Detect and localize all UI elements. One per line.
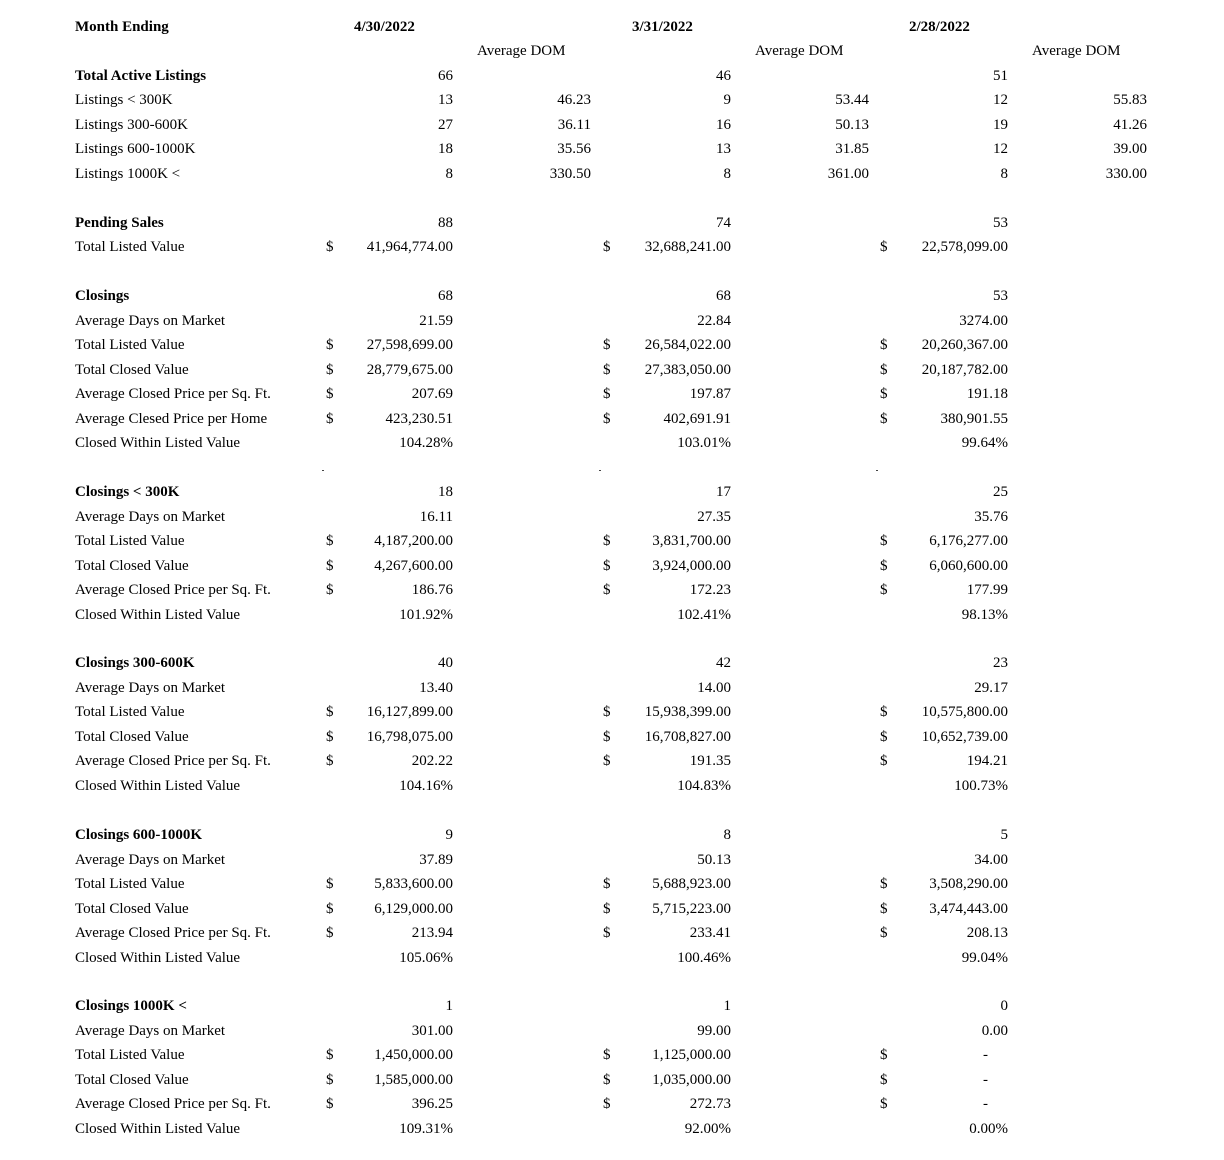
cell-value: 16,708,827.00 (644, 728, 731, 745)
dollar-sign: $ (880, 533, 888, 549)
dollar-sign: $ (603, 1071, 611, 1088)
pending-sales-row (0, 211, 1224, 235)
dollar-sign: $ (880, 925, 888, 941)
closing-data-row (0, 749, 1224, 773)
cell-value: 1,035,000.00 (652, 1071, 731, 1088)
closing-data-row (0, 848, 1224, 872)
cell-value: 3,924,000.00 (652, 557, 731, 574)
cell-value: 301.00 (411, 1022, 453, 1039)
cell-value: 202.22 (411, 753, 453, 769)
average-dom-value: 46.23 (557, 92, 591, 108)
row-label: Total Listed Value (75, 239, 185, 255)
month-header: 4/30/2022 (354, 19, 415, 35)
stray-mark (322, 470, 324, 471)
cell-value: 1,125,000.00 (652, 1047, 731, 1063)
closing-section-title-row (0, 994, 1224, 1018)
pending-listed-value-row (0, 235, 1224, 259)
cell-value: 14.00 (697, 679, 731, 696)
cell-value: 35.76 (974, 508, 1008, 525)
cell-value: - (983, 1096, 988, 1112)
cell-value: 100.46% (677, 949, 731, 966)
cell-value: 29.17 (974, 679, 1008, 696)
active-listing-row (0, 137, 1224, 161)
dollar-sign: $ (603, 1096, 611, 1112)
dollar-sign: $ (880, 361, 888, 378)
row-label: Average Closed Price per Sq. Ft. (75, 1096, 271, 1112)
total-value: 51 (993, 68, 1008, 84)
cell-value: 103.01% (677, 435, 731, 451)
cell-value: 10,575,800.00 (921, 704, 1008, 720)
closing-data-row (0, 309, 1224, 333)
row-label: Average Days on Market (75, 851, 226, 868)
dollar-sign: $ (880, 753, 888, 769)
dollar-sign: $ (603, 361, 611, 378)
closing-data-row (0, 505, 1224, 529)
row-label: Total Closed Value (75, 557, 189, 574)
listing-count: 8 (723, 165, 731, 182)
cell-value: 109.31% (399, 1120, 453, 1137)
dollar-sign: $ (880, 239, 888, 255)
cell-value: 3274.00 (959, 312, 1008, 329)
closing-data-row (0, 431, 1224, 455)
dollar-sign: $ (326, 337, 334, 353)
cell-value: 50.13 (697, 851, 731, 868)
total-value: 9 (445, 827, 453, 843)
cell-value: 99.64% (961, 435, 1008, 451)
average-dom-header: Average DOM (755, 43, 844, 59)
listing-count: 19 (993, 116, 1008, 133)
average-dom-value: 50.13 (835, 116, 869, 133)
listing-count: 8 (445, 165, 453, 182)
dollar-sign: $ (326, 876, 334, 892)
cell-value: 104.28% (399, 435, 453, 451)
total-value: 8 (723, 827, 731, 843)
cell-value: 1,585,000.00 (374, 1071, 453, 1088)
section-title: Closings < 300K (75, 484, 180, 500)
closing-data-row (0, 603, 1224, 627)
row-label: Average Days on Market (75, 312, 226, 329)
dollar-sign: $ (880, 1047, 888, 1063)
average-dom-value: 31.85 (835, 141, 869, 157)
closing-section-title-row (0, 651, 1224, 675)
closing-data-row (0, 946, 1224, 970)
dollar-sign: $ (880, 1071, 888, 1088)
dollar-sign: $ (326, 1047, 334, 1063)
dollar-sign: $ (326, 410, 334, 427)
listing-count: 13 (438, 92, 453, 108)
cell-value: 21.59 (419, 312, 453, 329)
dollar-sign: $ (880, 386, 888, 402)
dollar-sign: $ (880, 337, 888, 353)
cell-value: 99.04% (961, 949, 1008, 966)
section-title: Pending Sales (75, 215, 164, 231)
row-label: Closed Within Listed Value (75, 1120, 241, 1137)
dollar-sign: $ (326, 361, 334, 378)
dollar-sign: $ (603, 337, 611, 353)
dollar-sign: $ (880, 876, 888, 892)
stray-mark (876, 470, 878, 471)
row-label: Total Listed Value (75, 533, 185, 549)
row-label: Listings 1000K < (75, 165, 181, 182)
closing-data-row (0, 1043, 1224, 1067)
listing-count: 27 (438, 116, 453, 133)
average-dom-header: Average DOM (477, 43, 566, 59)
average-dom-value: 36.11 (557, 116, 591, 133)
row-label: Total Listed Value (75, 337, 185, 353)
dollar-sign: $ (880, 582, 888, 598)
dollar-sign: $ (326, 925, 334, 941)
dollar-sign: $ (603, 704, 611, 720)
closing-data-row (0, 1092, 1224, 1116)
cell-value: 105.06% (399, 949, 453, 966)
row-label: Average Closed Price per Sq. Ft. (75, 386, 271, 402)
average-dom-value: 55.83 (1113, 92, 1147, 108)
cell-value: 396.25 (411, 1096, 453, 1112)
dollar-sign: $ (326, 1071, 334, 1088)
row-label: Average Closed Price per Sq. Ft. (75, 582, 271, 598)
closing-data-row (0, 700, 1224, 724)
row-label: Total Listed Value (75, 1047, 185, 1063)
closing-section-title-row (0, 823, 1224, 847)
average-dom-header: Average DOM (1032, 43, 1121, 59)
row-label: Closed Within Listed Value (75, 606, 241, 623)
cell-value: 5,715,223.00 (652, 900, 731, 917)
dollar-sign: $ (326, 582, 334, 598)
closing-section-title-row (0, 284, 1224, 308)
cell-value: 20,260,367.00 (921, 337, 1008, 353)
closing-data-row (0, 872, 1224, 896)
total-value: 42 (716, 655, 731, 671)
cell-value: 22.84 (697, 312, 731, 329)
closing-data-row (0, 1019, 1224, 1043)
cell-value: 177.99 (966, 582, 1008, 598)
total-value: 5 (1000, 827, 1008, 843)
cell-value: 208.13 (966, 925, 1008, 941)
cell-value: 213.94 (411, 925, 453, 941)
cell-value: 3,508,290.00 (929, 876, 1008, 892)
dollar-sign: $ (880, 900, 888, 917)
listing-count: 16 (716, 116, 731, 133)
cell-value: 37.89 (419, 851, 453, 868)
row-label: Total Closed Value (75, 1071, 189, 1088)
closing-data-row (0, 1068, 1224, 1092)
row-label: Average Closed Price per Sq. Ft. (75, 753, 271, 769)
closing-data-row (0, 897, 1224, 921)
cell-value: 172.23 (689, 582, 731, 598)
row-label: Average Days on Market (75, 508, 226, 525)
average-dom-value: 35.56 (557, 141, 591, 157)
average-dom-value: 39.00 (1113, 141, 1147, 157)
dollar-sign: $ (603, 753, 611, 769)
closing-data-row (0, 1117, 1224, 1141)
active-listing-row (0, 162, 1224, 186)
dollar-sign: $ (603, 925, 611, 941)
dollar-sign: $ (880, 1096, 888, 1112)
cell-value: 4,267,600.00 (374, 557, 453, 574)
cell-value: 0.00% (969, 1120, 1008, 1137)
cell-value: 27,383,050.00 (644, 361, 731, 378)
dollar-sign: $ (603, 386, 611, 402)
dollar-sign: $ (603, 582, 611, 598)
active-listing-row (0, 113, 1224, 137)
total-value: 66 (438, 68, 453, 84)
row-label: Total Closed Value (75, 361, 189, 378)
dollar-sign: $ (326, 753, 334, 769)
cell-value: 20,187,782.00 (921, 361, 1008, 378)
row-label: Closed Within Listed Value (75, 777, 241, 794)
average-dom-value: 330.00 (1105, 165, 1147, 182)
cell-value: 191.18 (966, 386, 1008, 402)
closing-data-row (0, 676, 1224, 700)
listing-count: 12 (993, 141, 1008, 157)
cell-value: 402,691.91 (663, 410, 731, 427)
closing-data-row (0, 382, 1224, 406)
row-label: Listings < 300K (75, 92, 173, 108)
total-value: 53 (993, 288, 1008, 304)
row-label: Closed Within Listed Value (75, 949, 241, 966)
cell-value: 41,964,774.00 (366, 239, 453, 255)
cell-value: 194.21 (966, 753, 1008, 769)
header-row (0, 15, 1224, 39)
closing-data-row (0, 407, 1224, 431)
cell-value: 191.35 (689, 753, 731, 769)
cell-value: 13.40 (419, 679, 453, 696)
total-value: 1 (723, 998, 731, 1014)
row-label: Average Clesed Price per Home (75, 410, 268, 427)
average-dom-value: 41.26 (1113, 116, 1147, 133)
cell-value: 5,833,600.00 (374, 876, 453, 892)
section-title: Closings 1000K < (75, 998, 187, 1014)
dollar-sign: $ (603, 728, 611, 745)
cell-value: 102.41% (677, 606, 731, 623)
dollar-sign: $ (326, 239, 334, 255)
dollar-sign: $ (603, 410, 611, 427)
cell-value: 16.11 (419, 508, 453, 525)
listing-count: 13 (716, 141, 731, 157)
dollar-sign: $ (326, 557, 334, 574)
stray-mark (599, 470, 601, 471)
closing-data-row (0, 333, 1224, 357)
dollar-sign: $ (880, 704, 888, 720)
section-title: Closings 300-600K (75, 655, 195, 671)
listing-count: 9 (723, 92, 731, 108)
total-value: 53 (993, 215, 1008, 231)
closing-data-row (0, 774, 1224, 798)
cell-value: 16,127,899.00 (366, 704, 453, 720)
month-ending-label: Month Ending (75, 19, 169, 35)
dollar-sign: $ (603, 900, 611, 917)
total-value: 68 (716, 288, 731, 304)
cell-value: 100.73% (954, 777, 1008, 794)
cell-value: 233.41 (689, 925, 731, 941)
dollar-sign: $ (326, 1096, 334, 1112)
cell-value: 4,187,200.00 (374, 533, 453, 549)
listing-count: 12 (993, 92, 1008, 108)
cell-value: 22,578,099.00 (921, 239, 1008, 255)
total-value: 68 (438, 288, 453, 304)
cell-value: 104.83% (677, 777, 731, 794)
cell-value: 6,129,000.00 (374, 900, 453, 917)
dollar-sign: $ (326, 704, 334, 720)
dollar-sign: $ (880, 728, 888, 745)
cell-value: 380,901.55 (940, 410, 1008, 427)
closing-data-row (0, 921, 1224, 945)
dollar-sign: $ (326, 386, 334, 402)
active-listings-title-row (0, 64, 1224, 88)
total-value: 0 (1000, 998, 1008, 1014)
total-value: 1 (445, 998, 453, 1014)
dollar-sign: $ (603, 557, 611, 574)
dollar-sign: $ (880, 410, 888, 427)
active-listing-row (0, 88, 1224, 112)
row-label: Average Closed Price per Sq. Ft. (75, 925, 271, 941)
dom-header-row (0, 39, 1224, 63)
dollar-sign: $ (603, 533, 611, 549)
cell-value: 423,230.51 (385, 410, 453, 427)
total-value: 46 (716, 68, 731, 84)
row-label: Listings 300-600K (75, 116, 188, 133)
total-value: 88 (438, 215, 453, 231)
total-value: 40 (438, 655, 453, 671)
row-label: Total Closed Value (75, 728, 189, 745)
average-dom-value: 330.50 (549, 165, 591, 182)
total-value: 23 (993, 655, 1008, 671)
row-label: Total Closed Value (75, 900, 189, 917)
listing-count: 8 (1000, 165, 1008, 182)
dollar-sign: $ (880, 557, 888, 574)
cell-value: 186.76 (411, 582, 453, 598)
cell-value: 10,652,739.00 (921, 728, 1008, 745)
cell-value: 15,938,399.00 (644, 704, 731, 720)
cell-value: 34.00 (974, 851, 1008, 868)
row-label: Total Listed Value (75, 876, 185, 892)
cell-value: 27.35 (697, 508, 731, 525)
section-title: Total Active Listings (75, 68, 207, 84)
closing-data-row (0, 725, 1224, 749)
cell-value: 5,688,923.00 (652, 876, 731, 892)
dollar-sign: $ (326, 900, 334, 917)
average-dom-value: 361.00 (827, 165, 869, 182)
closing-section-title-row (0, 480, 1224, 504)
cell-value: 6,176,277.00 (929, 533, 1008, 549)
row-label: Closed Within Listed Value (75, 435, 241, 451)
dollar-sign: $ (603, 239, 611, 255)
cell-value: 28,779,675.00 (366, 361, 453, 378)
closing-data-row (0, 529, 1224, 553)
closing-data-row (0, 554, 1224, 578)
cell-value: 104.16% (399, 777, 453, 794)
closing-data-row (0, 358, 1224, 382)
listing-count: 18 (438, 141, 453, 157)
cell-value: 0.00 (981, 1022, 1008, 1039)
dollar-sign: $ (326, 533, 334, 549)
month-header: 2/28/2022 (909, 19, 970, 35)
cell-value: 92.00% (684, 1120, 731, 1137)
dollar-sign: $ (603, 876, 611, 892)
cell-value: 3,831,700.00 (652, 533, 731, 549)
cell-value: 26,584,022.00 (644, 337, 731, 353)
cell-value: 207.69 (411, 386, 453, 402)
total-value: 18 (438, 484, 453, 500)
section-title: Closings (75, 288, 130, 304)
dollar-sign: $ (326, 728, 334, 745)
cell-value: 32,688,241.00 (644, 239, 731, 255)
section-title: Closings 600-1000K (75, 827, 203, 843)
average-dom-value: 53.44 (835, 92, 869, 108)
cell-value: 1,450,000.00 (374, 1047, 453, 1063)
row-label: Average Days on Market (75, 679, 226, 696)
cell-value: 6,060,600.00 (929, 557, 1008, 574)
total-value: 74 (716, 215, 731, 231)
cell-value: 16,798,075.00 (366, 728, 453, 745)
row-label: Average Days on Market (75, 1022, 226, 1039)
row-label: Listings 600-1000K (75, 141, 196, 157)
cell-value: 27,598,699.00 (366, 337, 453, 353)
cell-value: 3,474,443.00 (929, 900, 1008, 917)
month-header: 3/31/2022 (632, 19, 693, 35)
cell-value: - (983, 1047, 988, 1063)
cell-value: 99.00 (697, 1022, 731, 1039)
cell-value: - (983, 1071, 988, 1088)
total-value: 17 (716, 484, 731, 500)
total-value: 25 (993, 484, 1008, 500)
cell-value: 272.73 (689, 1096, 731, 1112)
cell-value: 197.87 (689, 386, 731, 402)
closing-data-row (0, 578, 1224, 602)
cell-value: 101.92% (399, 606, 453, 623)
dollar-sign: $ (603, 1047, 611, 1063)
row-label: Total Listed Value (75, 704, 185, 720)
cell-value: 98.13% (961, 606, 1008, 623)
